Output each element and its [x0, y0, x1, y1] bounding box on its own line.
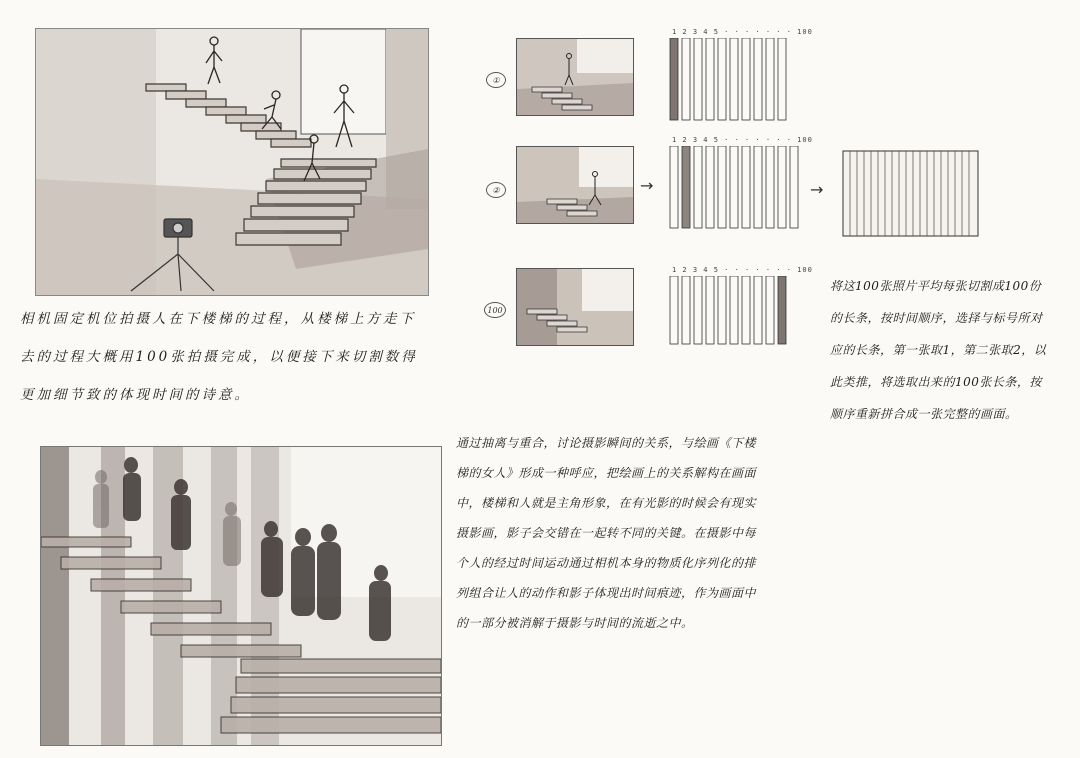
- step-100-frame-sketch: [516, 268, 634, 346]
- step-number-2: ②: [486, 182, 506, 198]
- step-100-frame-drawing: [517, 269, 633, 345]
- step-100-strips: [668, 276, 800, 346]
- staircase-camera-sketch: [35, 28, 429, 296]
- camera-process-note: 相机固定机位拍摄人在下楼梯的过程，从楼梯上方走下去的过程大概用100张拍摄完成，以便接下来切割数得更加细节致的体现时间的诗意。: [20, 311, 418, 403]
- step-1-strip-numbers: 1 2 3 4 5 · · · · · · · 100: [672, 28, 813, 36]
- step-number-1: ①: [486, 72, 506, 88]
- step-2-strip-numbers: 1 2 3 4 5 · · · · · · · 100: [672, 136, 813, 144]
- step-100-strip-numbers: 1 2 3 4 5 · · · · · · · 100: [672, 266, 813, 274]
- step-1-strips: [668, 38, 796, 122]
- step-2-frame-sketch: [516, 146, 634, 224]
- arrow-to-strips: →: [640, 176, 654, 195]
- step-2-frame-drawing: [517, 147, 633, 223]
- step-1-frame-sketch: [516, 38, 634, 116]
- step-number-100: 100: [484, 302, 506, 318]
- recombined-strips-result: [842, 150, 980, 238]
- step-2-strips: [668, 146, 800, 230]
- overlapping-figures-drawing: [41, 447, 441, 745]
- arrow-to-result: →: [810, 180, 824, 199]
- concept-discussion-note: 通过抽离与重合，讨论摄影瞬间的关系，与绘画《下楼梯的女人》形成一种呼应，把绘画上的关系解构在画面中，楼梯和人就是主角形象，在有光影的时候会有现实摄影画，影子会交错在一起转不同的关键。在摄影中每个人的经过时间运动通过相机本身的物质化序列化的排列组合让人的动作和影子体现出时间痕迹，作为画面中的一部分被消解于摄影与时间的流逝之中。: [456, 436, 757, 630]
- overlapping-figures-painting: [40, 446, 442, 746]
- staircase-camera-drawing: [36, 29, 428, 295]
- step-1-frame-drawing: [517, 39, 633, 115]
- strip-cutting-note: 将这100张照片平均每张切割成100份的长条，按时间顺序，选择与标号所对应的长条，第一张取1，第二张取2，以此类推，将选取出来的100张长条，按顺序重新拼合成一张完整的画面。: [830, 279, 1047, 421]
